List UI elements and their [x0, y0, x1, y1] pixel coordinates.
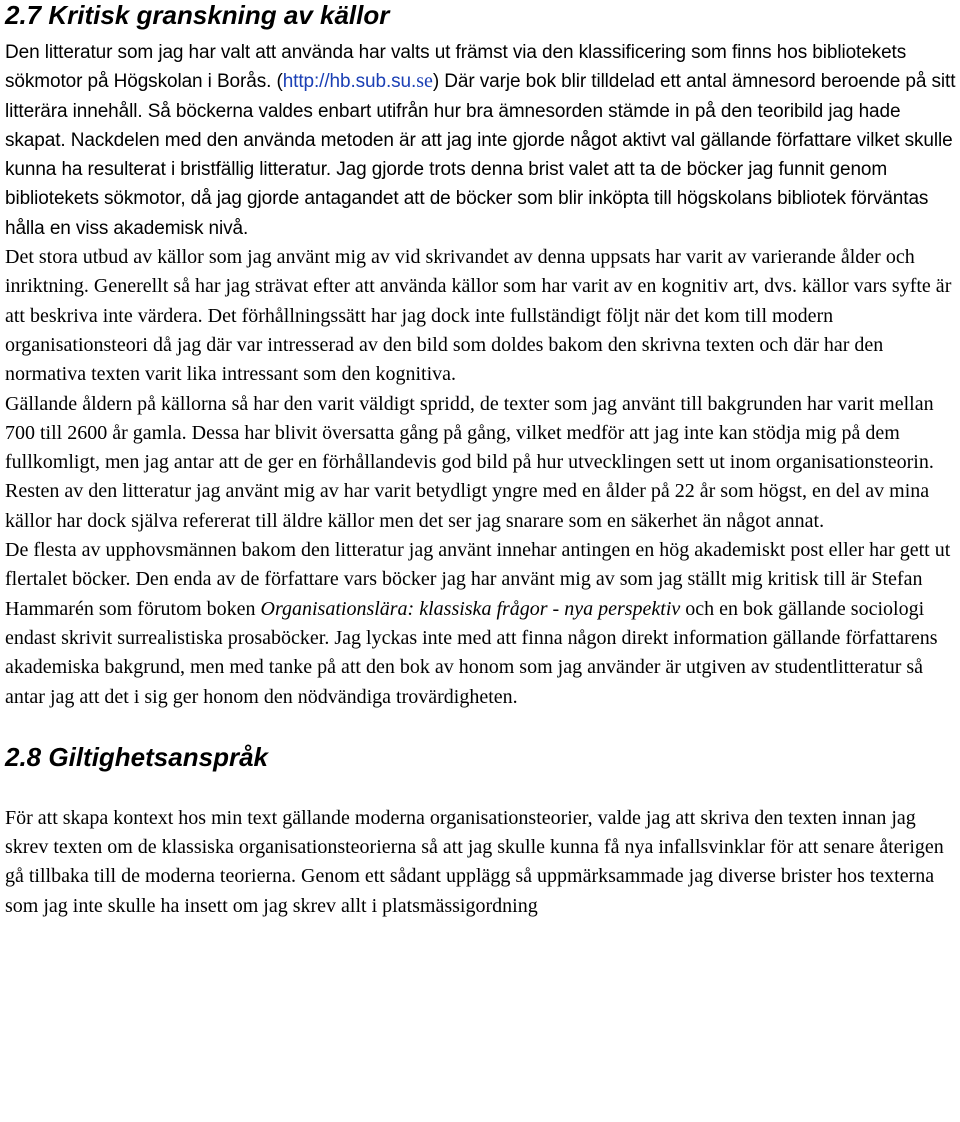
- library-link-tld[interactable]: se: [416, 70, 433, 93]
- section-heading-2-7: 2.7 Kritisk granskning av källor: [5, 0, 390, 30]
- paragraph-validity: För att skapa kontext hos min text gällande moderna organisationsteorier, valde jag att skriva den texten innan jag skrev texten om de klassiska organisationsteorierna så att jag skulle kunna få nya infallsvinklar för att senare återigen gå tillbaka till de moderna teorierna. Genom ett sådant upplägg så uppmärksammade jag diverse brister hos texterna som jag inte skulle ha insett om jag skrev allt i platsmässigordning: [5, 806, 944, 917]
- paragraph-authors-part-a: De flesta av upphovsmännen bakom den litteratur jag använt innehar antingen en hög akademiskt post eller har gett ut flertalet böcker. Den enda av de författare vars böcker jag har använt mig av som jag ställt mig kritisk till är Stefan Hammarén som förutom boken: [5, 539, 951, 620]
- book-title: Organisationslära: klassiska frågor - nya perspektiv: [260, 597, 681, 620]
- paragraph-authors-part-b: och en bok gällande sociologi endast skrivit surrealistiska prosaböcker. Jag lyckas inte med att finna någon direkt information gällande författarens akademiska bakgrund, men med tanke på att den bok av honom som jag använder är utgiven av studentlitteratur så antar jag att det i sig ger honom den nödvändiga trovärdigheten.: [5, 597, 938, 708]
- paragraph-sources-selection-part-d: Jag gjorde trots denna brist valet att ta de böcker jag funnit genom bibliotekets sökmotor, då jag gjorde antagandet att de böcker som blir inköpta till högskolans bibliotek förväntas hålla en viss akademisk nivå.: [5, 159, 929, 239]
- paragraph-sources-selection-part-c: Nackdelen med den använda metoden är att jag inte gjorde något aktivt val gällande författare vilket skulle kunna ha resulterat i bristfällig litteratur.: [5, 129, 953, 181]
- paragraph-sources-selection: [5, 38, 960, 243]
- paragraph-source-variety: Det stora utbud av källor som jag använt mig av vid skrivandet av denna uppsats har varit av varierande ålder och inriktning. Generellt så har jag strävat efter att använda källor som har varit av en kognitiv art, dvs. källor vars syfte är att beskriva inte värdera. Det förhållningssätt har jag dock inte fullständigt följt när det kom till modern organisationsteori då jag där var intresserad av den bild som doldes bakom den skrivna texten och där har den normativa texten varit lika intressant som den kognitiva.: [5, 246, 952, 386]
- paragraph-authors: [5, 536, 960, 712]
- paragraph-source-age: Gällande åldern på källorna så har den varit väldigt spridd, de texter som jag använt till bakgrunden har varit mellan 700 till 2600 år gamla. Dessa har blivit översatta gång på gång, vilket medför att jag inte kan stödja mig på dem fullkomligt, men jag antar att de ger en förhållandevis god bild på hur utvecklingen sett ut inom organisationsteorin. Resten av den litteratur jag använt mig av har varit betydligt yngre med en ålder på 22 år som högst, en del av mina källor har dock själva refererat till äldre källor men det ser jag snarare som en säkerhet än något annat.: [5, 392, 934, 532]
- section-heading-2-8: 2.8 Giltighetsanspråk: [5, 741, 268, 772]
- paragraph-sources-selection-part-b: ) Där varje bok blir tilldelad ett antal ämnesord beroende på sitt litterära innehåll. Så böckerna valdes enbart utifrån hur bra ämnesorden stämde in på den teoribild jag hade skapat.: [5, 71, 956, 151]
- paragraph-sources-selection-part-a: Den litteratur som jag har valt att använda har valts ut främst via den klassificering som finns hos bibliotekets sökmotor på Högskolan i Borås. (: [5, 42, 907, 93]
- library-link[interactable]: http://hb.sub.su.: [282, 71, 417, 93]
